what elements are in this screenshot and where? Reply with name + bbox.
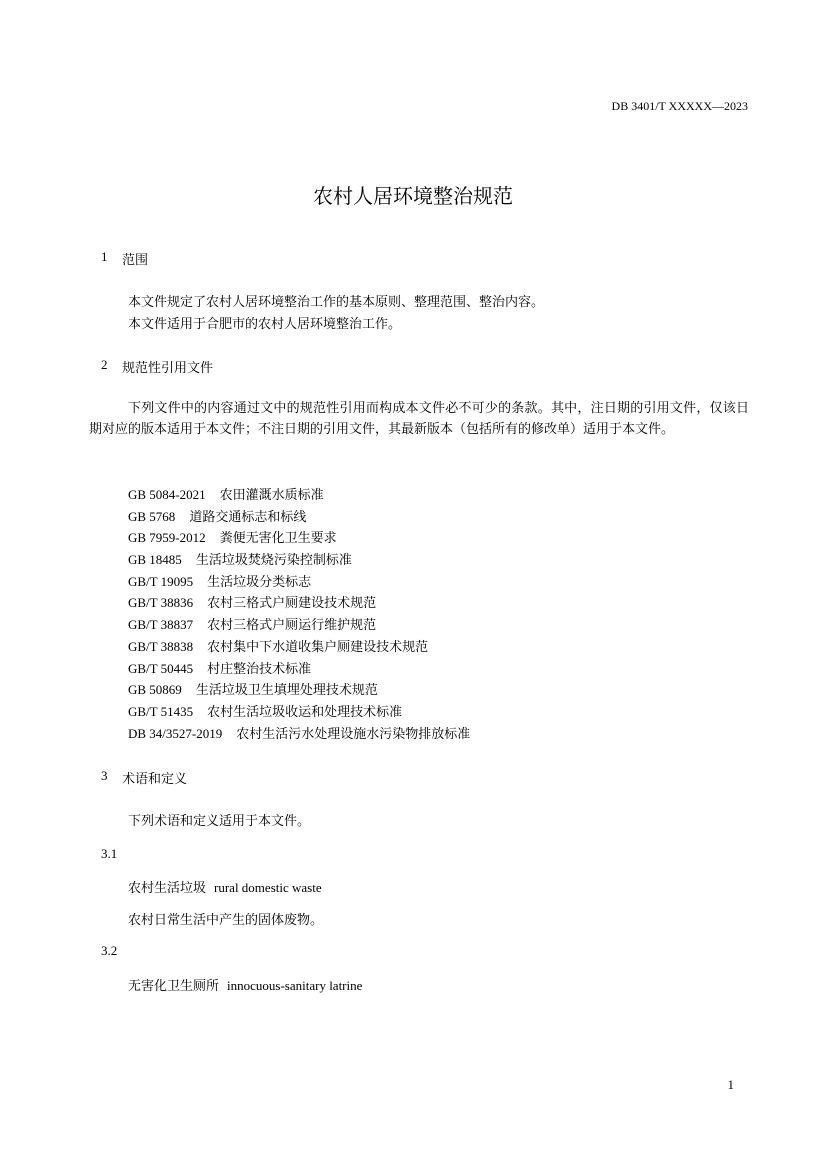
document-id: DB 3401/T XXXXX—2023: [611, 99, 748, 113]
term-number: 3.2: [101, 943, 118, 958]
term-entry: [128, 877, 322, 896]
term-entry: [128, 975, 362, 994]
page-title: 农村人居环境整治规范: [313, 184, 513, 208]
reference-code: GB/T 38838: [128, 638, 194, 654]
term-chinese: 农村生活垃圾: [128, 881, 207, 896]
reference-name: 农村生活垃圾收运和处理技术标准: [207, 704, 403, 720]
reference-name: 村庄整治技术标准: [207, 661, 312, 677]
reference-item: [128, 527, 470, 549]
reference-item: [128, 484, 470, 506]
term-definition: 农村日常生活中产生的固体废物。: [128, 913, 324, 928]
reference-name: 农村生活污水处理设施水污染物排放标准: [236, 726, 471, 742]
reference-item: [128, 679, 470, 701]
section-1-number: 1: [101, 249, 108, 264]
reference-code: GB 7959-2012: [128, 530, 206, 546]
reference-code: GB/T 19095: [128, 573, 194, 589]
reference-item: [128, 506, 470, 528]
reference-item: [128, 658, 470, 680]
term-english: rural domestic waste: [214, 880, 322, 895]
reference-name: 道路交通标志和标线: [189, 509, 307, 525]
reference-item: [128, 636, 470, 658]
reference-code: GB/T 51435: [128, 703, 194, 719]
term-number: 3.1: [101, 846, 118, 861]
term-english: innocuous-sanitary latrine: [227, 978, 363, 993]
reference-item: [128, 549, 470, 571]
reference-item: [128, 614, 470, 636]
reference-name: 生活垃圾焚烧污染控制标准: [195, 553, 352, 569]
section-2-number: 2: [101, 357, 108, 372]
reference-item: [128, 571, 470, 593]
reference-name: 粪便无害化卫生要求: [219, 531, 337, 547]
reference-name: 农村三格式户厕建设技术规范: [207, 596, 377, 612]
reference-item: [128, 723, 470, 745]
reference-name: 生活垃圾分类标志: [207, 574, 312, 590]
section-3-number: 3: [101, 768, 108, 783]
term-chinese: 无害化卫生厕所: [128, 979, 220, 994]
section-3-intro: 下列术语和定义适用于本文件。: [128, 814, 311, 829]
section-1-title: 范围: [122, 253, 149, 268]
reference-name: 农田灌溉水质标准: [219, 488, 324, 503]
section-1-paragraph: 本文件规定了农村人居环境整治工作的基本原则、整理范围、整治内容。: [128, 295, 545, 310]
section-3-title: 术语和定义: [122, 772, 188, 787]
page-number: 1: [727, 1077, 734, 1092]
section-1-paragraph: 本文件适用于合肥市的农村人居环境整治工作。: [128, 317, 402, 332]
section-2-title: 规范性引用文件: [122, 361, 214, 376]
section-2-intro: 下列文件中的内容通过文中的规范性引用而构成本文件必不可少的条款。其中，注日期的引用文件，仅该日期对应的版本适用于本文件；不注日期的引用文件，其最新版本（包括所有的修改单）适用于本文件。: [89, 401, 749, 437]
reference-code: GB/T 38836: [128, 595, 194, 611]
reference-code: GB 5084-2021: [128, 487, 206, 502]
reference-item: [128, 592, 470, 614]
reference-code: GB 5768: [128, 508, 176, 524]
reference-code: GB 18485: [128, 552, 182, 568]
reference-code: GB/T 38837: [128, 617, 194, 633]
reference-code: DB 34/3527-2019: [128, 725, 223, 741]
reference-name: 农村三格式户厕运行维护规范: [207, 618, 377, 634]
reference-code: GB 50869: [128, 682, 182, 698]
reference-list: [128, 484, 470, 744]
reference-code: GB/T 50445: [128, 660, 194, 676]
reference-name: 生活垃圾卫生填埋处理技术规范: [195, 683, 378, 699]
reference-item: [128, 701, 470, 723]
reference-name: 农村集中下水道收集户厕建设技术规范: [207, 639, 429, 655]
